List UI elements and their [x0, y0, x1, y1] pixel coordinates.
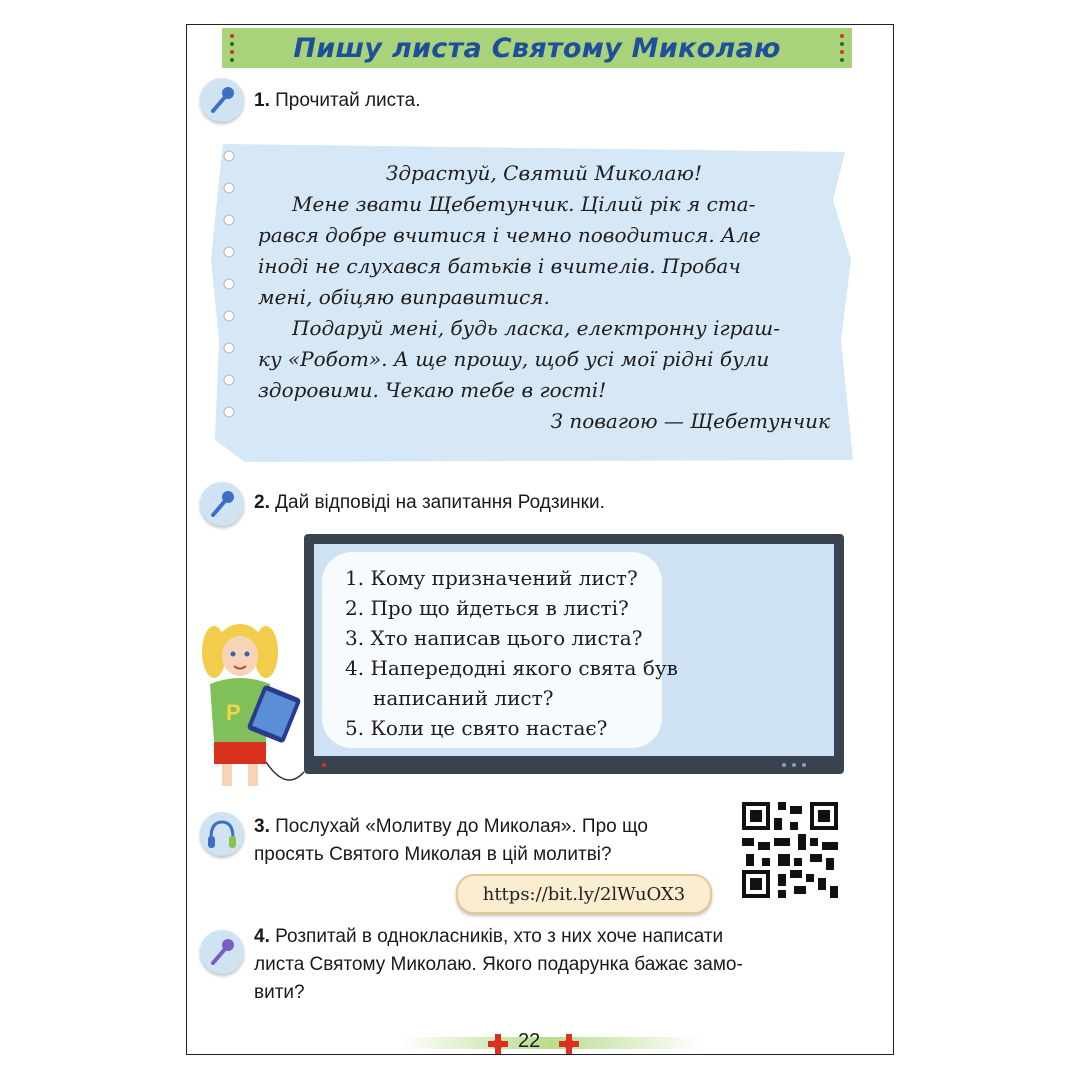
question-item: написаний лист? — [373, 686, 554, 710]
letter-signature: З повагою — Щебетунчик — [550, 409, 830, 433]
letter-line: Подаруй мені, будь ласка, електронну іграш- — [292, 316, 780, 340]
microphone-icon — [200, 930, 244, 974]
letter-line: ку «Робот». А ще прошу, щоб усі мої рідні були — [258, 347, 770, 371]
letter-greeting: Здрастуй, Святий Миколаю! — [385, 161, 703, 185]
task-1 — [254, 87, 421, 115]
letter-text — [258, 158, 830, 437]
task-1-number: 1. — [254, 90, 270, 111]
headphones-icon — [200, 812, 244, 856]
task-3 — [254, 813, 734, 869]
task-2-text: Дай відповіді на запитання Родзинки. — [275, 492, 605, 513]
task-3-text: Послухай «Молитву до Миколая». Про що — [275, 816, 648, 837]
question-item: 2. Про що йдеться в листі? — [345, 596, 629, 620]
microphone-icon — [200, 482, 244, 526]
question-item: 3. Хто написав цього листа? — [345, 626, 643, 650]
task-4-text: листа Святому Миколаю. Якого подарунка бажає замо- — [254, 954, 743, 975]
title-banner — [222, 28, 852, 68]
url-link[interactable]: https://bit.ly/2lWuOX3 — [456, 874, 712, 914]
task-2 — [254, 489, 605, 517]
microphone-icon — [200, 78, 244, 122]
question-item: 1. Кому призначений лист? — [345, 566, 638, 590]
qr-code[interactable] — [742, 802, 838, 898]
questions-list — [345, 563, 745, 743]
task-1-text: Прочитай листа. — [275, 90, 421, 111]
svg-text:P: P — [226, 700, 241, 725]
letter-line: Мене звати Щебетунчик. Цілий рік я ста- — [292, 192, 756, 216]
ornament-left-icon — [226, 32, 238, 64]
letter-line: мені, обіцяю виправитися. — [258, 285, 550, 309]
page-number: 22 — [518, 1030, 541, 1052]
girl-with-tablet-illustration — [196, 612, 308, 792]
task-4 — [254, 923, 844, 1007]
task-4-text: Розпитай в однокласників, хто з них хоче написати — [275, 926, 724, 947]
letter-line: іноді не слухався батьків і вчителів. Пробач — [258, 254, 741, 278]
task-3-number: 3. — [254, 816, 270, 837]
page-title: Пишу листа Святому Миколаю — [293, 32, 781, 64]
footer-ornament — [400, 1030, 700, 1056]
ornament-right-icon — [836, 32, 848, 64]
letter-line: рався добре вчитися і чемно поводитися. Але — [258, 223, 761, 247]
task-3-text: просять Святого Миколая в цій молитві? — [254, 844, 612, 865]
question-item: 5. Коли це свято настає? — [345, 716, 608, 740]
task-2-number: 2. — [254, 492, 270, 513]
letter-line: здоровими. Чекаю тебе в гості! — [258, 378, 607, 402]
task-4-number: 4. — [254, 926, 270, 947]
task-4-text: вити? — [254, 982, 305, 1003]
question-item: 4. Напередодні якого свята був — [345, 656, 678, 680]
